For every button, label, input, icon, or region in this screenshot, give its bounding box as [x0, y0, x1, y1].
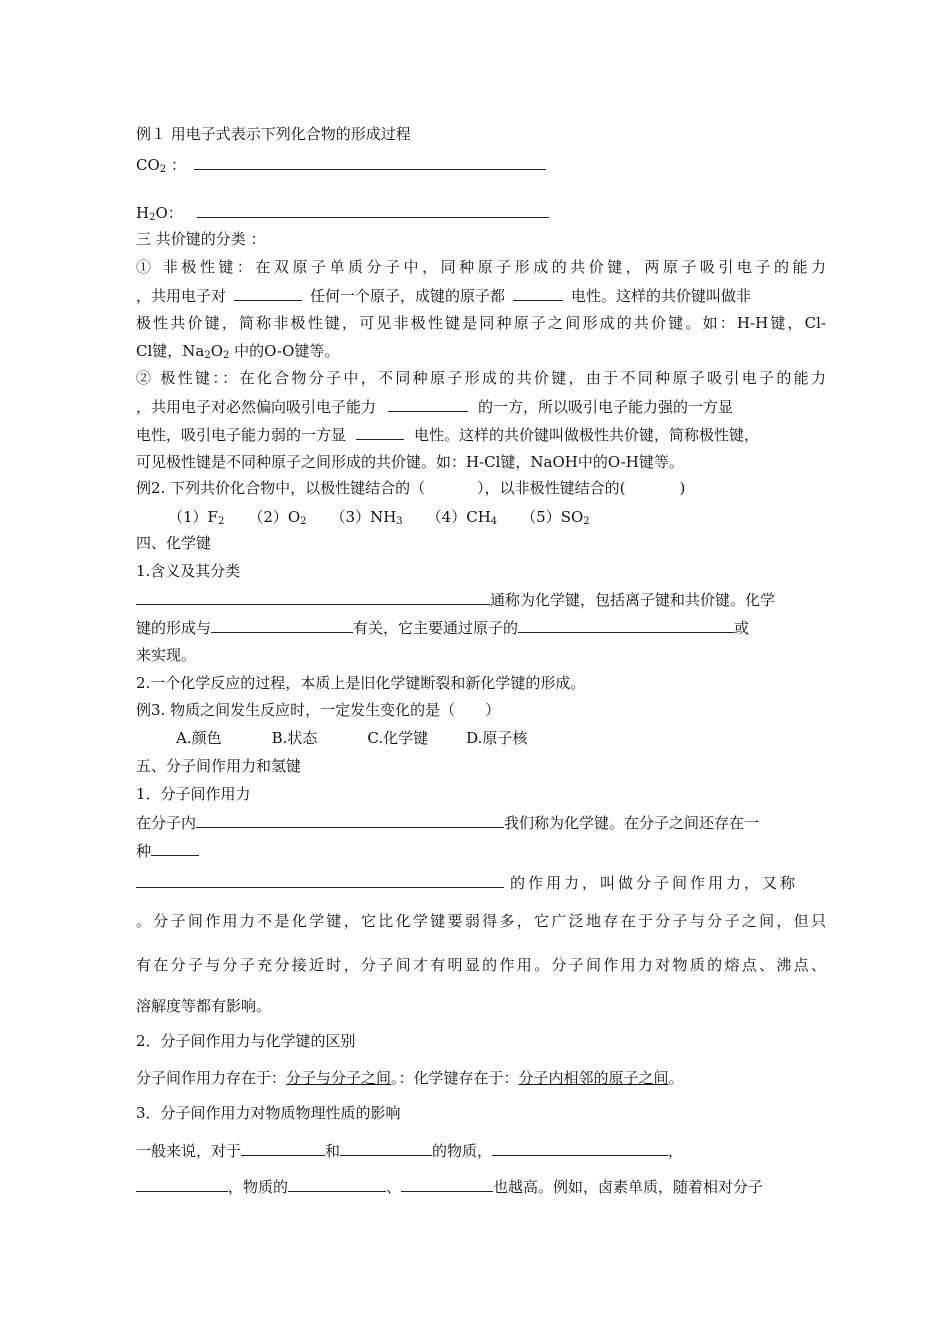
intermolecular-line-5: 有在分子与分子充分接近时，分子间才有明显的作用。分子间作用力对物质的熔点、沸点、 [136, 956, 826, 974]
intermolecular-blank-3[interactable] [136, 872, 504, 888]
example-2-options [168, 507, 858, 529]
difference-line: 分子间作用力存在于：分子与分子之间。：化学键存在于：分子内相邻的原子之间。 [136, 1069, 684, 1087]
chem-bond-line-3: 来实现。 [136, 646, 197, 664]
intermolecular-blank-1[interactable] [196, 812, 504, 828]
example-2-question: 例2. 下列共价化合物中，以极性键结合的（ ），以非极性键结合的( ) [136, 479, 686, 497]
option-nh3: $(3)NH_3$ [330, 508, 403, 527]
property-blank-1[interactable] [241, 1140, 325, 1156]
property-blank-2[interactable] [340, 1140, 432, 1156]
example-3-options [176, 728, 866, 750]
chem-bond-blank-1[interactable] [136, 589, 490, 605]
option-c: C.化学键 [367, 729, 429, 747]
h2o-answer-blank[interactable] [197, 202, 549, 218]
option-ch4: $(4)CH_4$ [426, 508, 498, 527]
section-3-title: 三 共价键的分类 ： [136, 230, 266, 248]
section-4-sub-1: 1.含义及其分类 [136, 562, 241, 580]
chem-bond-line-2: 键的形成与 有关，它主要通过原子的 或 [136, 619, 750, 637]
option-f2: $(1)F_2$ [168, 508, 225, 527]
option-a: A.颜色 [176, 729, 222, 747]
intermolecular-line-4: 。分子间作用力不是化学键，它比化学键要弱得多，它广泛地存在于分子与分子之间，但只 [136, 912, 826, 930]
nonpolar-blank-2[interactable] [513, 285, 563, 301]
section-5-title: 五、分子间作用力和氢键 [136, 757, 302, 775]
chem-bond-blank-2[interactable] [211, 617, 353, 633]
section-5-sub-2: 2．分子间作用力与化学键的区别 [136, 1032, 356, 1050]
section-5-sub-1: 1．分子间作用力 [136, 785, 251, 803]
property-blank-6[interactable] [401, 1176, 493, 1192]
co2-answer-blank[interactable] [194, 154, 546, 170]
answer-within-molecule: 分子内相邻的原子之间 [518, 1069, 669, 1087]
chem-bond-line-1: 通称为化学键，包括离子键和共价键。化学 [136, 589, 826, 611]
intermolecular-line-2: 种 [136, 840, 826, 862]
physical-property-line-2: ，物质的 、 也越高。例如，卤素单质，随着相对分子 [136, 1176, 826, 1198]
physical-property-line-1: 一般来说，对于 和 的物质， ， [136, 1142, 684, 1160]
co2-line: $CO_2$ ： [136, 154, 826, 176]
example-1-title: 例１ 用电子式表示下列化合物的形成过程 [136, 125, 411, 143]
h2o-line: $H_2O$： [136, 202, 826, 224]
option-so2: $(5)SO_2$ [521, 508, 590, 527]
section-4-title: 四、化学键 [136, 534, 212, 552]
answer-between-molecules: 分子与分子之间 [286, 1069, 392, 1087]
nonpolar-line-1: ① 非极性键：在双原子单质分子中，同种原子形成的共价键，两原子吸引电子的能力 [136, 258, 826, 276]
polar-line-2: ，共用电子对必然偏向吸引电子能力 的一方，所以吸引电子能力强的一方显 [136, 398, 734, 416]
polar-line-3: 电性，吸引电子能力弱的一方显 电性。这样的共价键叫做极性共价键，简称极性键， [136, 426, 760, 444]
section-4-sub-2: 2.一个化学反应的过程，本质上是旧化学键断裂和新化学键的形成。 [136, 674, 586, 692]
property-blank-4[interactable] [136, 1176, 228, 1192]
nonpolar-line-4: Cl键，$Na_2O_2$ 中的O-O键等。 [136, 342, 340, 361]
polar-line-1: ② 极性键：：在化合物分子中，不同种原子形成的共价键，由于不同种原子吸引电子的能力 [136, 369, 826, 387]
property-blank-5[interactable] [288, 1176, 386, 1192]
example-3-question: 例3. 物质之间发生反应时，一定发生变化的是（ ） [136, 701, 501, 719]
polar-line-4: 可见极性键是不同种原子之间形成的共价键。如：H-Cl键，NaOH中的O-H键等。 [136, 453, 684, 471]
polar-blank-1[interactable] [388, 396, 468, 412]
intermolecular-blank-2[interactable] [151, 840, 199, 856]
intermolecular-line-6: 溶解度等都有影响。 [136, 997, 272, 1015]
intermolecular-line-3: 的作用力，叫做分子间作用力，又称 [136, 872, 826, 894]
option-b: B.状态 [271, 729, 318, 747]
option-d: D.原子核 [466, 729, 528, 747]
option-o2: $(2)O_2$ [248, 508, 307, 527]
nonpolar-line-2: ，共用电子对 任何一个原子，成键的原子都 电性。这样的共价键叫做非 [136, 287, 752, 305]
property-blank-3[interactable] [492, 1140, 668, 1156]
section-5-sub-3: 3．分子间作用力对物质物理性质的影响 [136, 1104, 401, 1122]
polar-blank-2[interactable] [356, 424, 404, 440]
nonpolar-blank-1[interactable] [234, 285, 302, 301]
chem-bond-blank-3[interactable] [518, 617, 734, 633]
nonpolar-line-3: 极性共价键，简称非极性键，可见非极性键是同种原子之间形成的共价键。如：H-H键，Cl- [136, 314, 826, 332]
intermolecular-line-1: 在分子内 我们称为化学键。在分子之间还存在一 [136, 814, 760, 832]
